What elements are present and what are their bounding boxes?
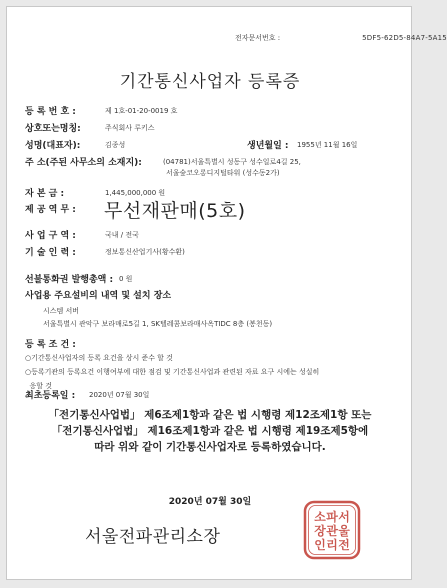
facility-location: 서울특별시 관악구 보라매로5길 1, SK텔레콤보라매사옥TIDC 8층 (봉천동) bbox=[43, 320, 273, 328]
service-value: 무선재판매(5호) bbox=[104, 200, 246, 222]
representative-value: 김종성 bbox=[105, 141, 126, 149]
certification-line: 「전기통신사업법」 제6조제1항과 같은 법 시행령 제12조제1항 또는 bbox=[48, 409, 372, 421]
birth-label: 생년월일 : bbox=[247, 141, 289, 151]
trade-name-value: 주식회사 루키스 bbox=[105, 124, 155, 132]
conditions-heading: 등 록 조 건 : bbox=[25, 340, 76, 350]
tech-value: 정보통신산업기사(황수환) bbox=[105, 248, 185, 256]
representative-label: 성명(대표자): bbox=[25, 141, 81, 151]
svg-text:소: 소 bbox=[314, 510, 326, 524]
svg-text:전: 전 bbox=[338, 538, 350, 552]
facility-item: 시스템 서버 bbox=[43, 307, 80, 315]
first-reg-label: 최초등록일 : bbox=[25, 391, 76, 401]
svg-text:리: 리 bbox=[326, 538, 338, 552]
svg-text:파: 파 bbox=[326, 510, 338, 524]
document-title: 기간통신사업자 등록증 bbox=[119, 72, 301, 92]
doc-number bbox=[235, 33, 447, 43]
trade-name-label: 상호또는명칭: bbox=[25, 124, 81, 134]
certification-line: 「전기통신사업법」 제16조제1항과 같은 법 시행령 제19조제5항에 bbox=[51, 425, 369, 437]
svg-text:장: 장 bbox=[314, 524, 326, 538]
capital-label: 자 본 금 : bbox=[25, 189, 65, 199]
certification-line: 따라 위와 같이 기간통신사업자로 등록하였습니다. bbox=[94, 441, 326, 453]
reg-no-value: 제 1호-01-20-0019 호 bbox=[105, 107, 178, 115]
official-seal bbox=[303, 500, 361, 560]
tech-label: 기 술 인 력 : bbox=[25, 248, 76, 258]
birth-value: 1955년 11월 16일 bbox=[297, 141, 358, 149]
capital-value: 1,445,000,000 원 bbox=[105, 189, 166, 197]
issuer-name: 서울전파관리소장 bbox=[85, 527, 221, 547]
reg-no-label: 등 록 번 호 : bbox=[25, 107, 76, 117]
certificate-page bbox=[6, 6, 447, 580]
condition-line: 응할 것 bbox=[25, 382, 52, 390]
facilities-heading: 사업용 주요설비의 내역 및 설치 장소 bbox=[25, 291, 172, 301]
prepaid-label: 선불통화권 발행총액 : bbox=[25, 275, 114, 285]
service-label: 제 공 역 무 : bbox=[25, 205, 76, 215]
address-line-1: (04781)서울특별시 성동구 성수일로4길 25, bbox=[163, 158, 301, 166]
condition-line: ○기간통신사업자의 등록 요건을 상시 준수 할 것 bbox=[25, 354, 173, 362]
area-value: 국내 / 전국 bbox=[105, 231, 139, 239]
certification-text bbox=[7, 407, 413, 455]
address-label: 주 소(주된 사무소의 소재지): bbox=[25, 158, 142, 168]
address-line-2: 서울숲코오롱디지털타워 (성수동2가) bbox=[166, 169, 280, 177]
issue-date: 2020년 07월 30일 bbox=[168, 497, 252, 507]
condition-line: ○등록기관의 등록요건 이행여부에 대한 점검 및 기간통신사업과 관련된 자료 요구 시에는 성실히 bbox=[25, 368, 320, 376]
area-label: 사 업 구 역 : bbox=[25, 231, 76, 241]
prepaid-value: 0 원 bbox=[119, 275, 133, 283]
svg-text:인: 인 bbox=[314, 538, 326, 552]
svg-text:서: 서 bbox=[338, 510, 350, 524]
conditions-list bbox=[25, 351, 319, 393]
first-reg-value: 2020년 07월 30일 bbox=[89, 391, 150, 399]
doc-number-label: 전자문서번호 : bbox=[235, 34, 281, 42]
svg-text:관: 관 bbox=[326, 524, 338, 538]
svg-text:울: 울 bbox=[338, 524, 350, 538]
doc-number-value: 5DF5-62D5-84A7-5A15 bbox=[362, 34, 447, 42]
